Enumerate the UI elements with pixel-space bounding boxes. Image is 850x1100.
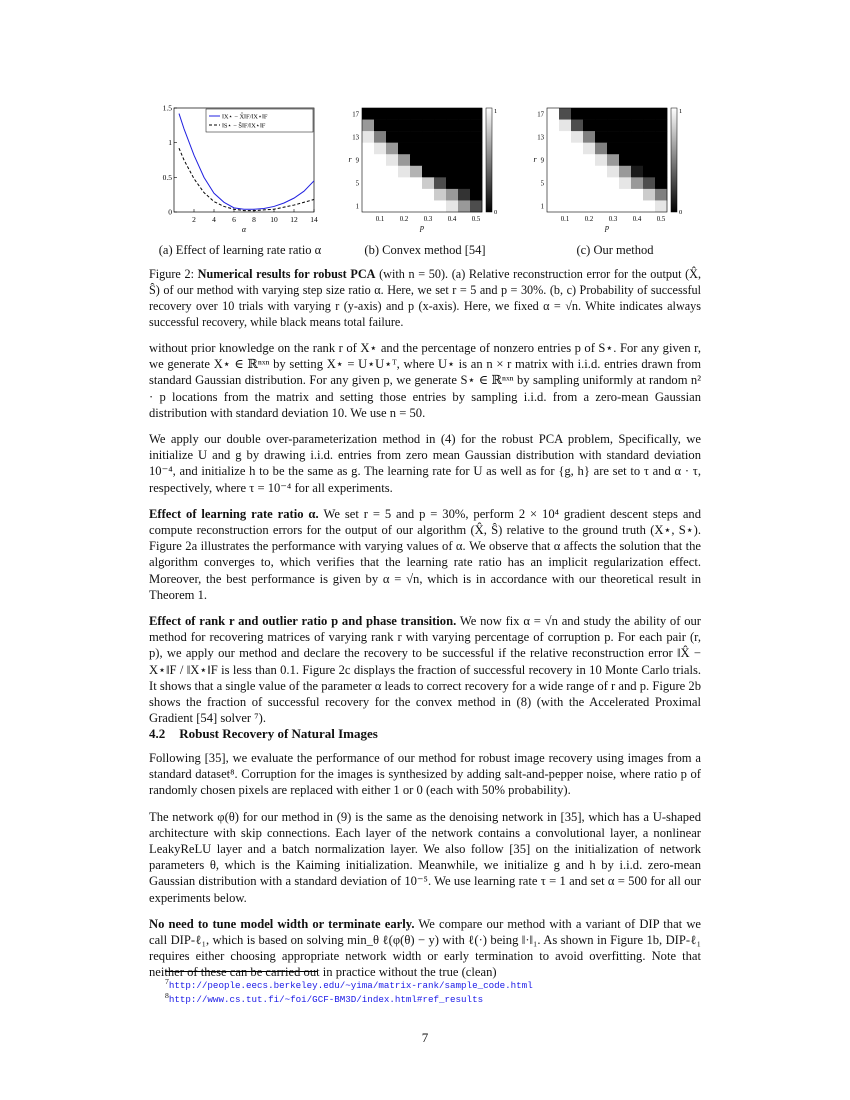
- y-tick-label: 9: [355, 157, 359, 165]
- chart-b: [330, 102, 510, 242]
- heatmap-cell: [434, 120, 446, 132]
- heatmap-cell: [386, 154, 398, 166]
- heatmap-cell: [547, 177, 559, 189]
- heatmap-cell: [607, 131, 619, 143]
- heatmap-cell: [607, 177, 619, 189]
- heatmap-cell: [607, 200, 619, 212]
- body-text-upper: [149, 340, 701, 736]
- y-tick-label: 0: [168, 207, 172, 217]
- heatmap-cell: [631, 108, 643, 120]
- heatmap-cell: [631, 120, 643, 132]
- x-tick-label: 0.3: [423, 216, 433, 223]
- heatmap-cell: [571, 177, 583, 189]
- heatmap-cell: [547, 154, 559, 166]
- subcaption-c: (c) Our method: [576, 243, 654, 257]
- x-tick-label: 0.1: [560, 216, 570, 223]
- heatmap-cell: [607, 143, 619, 155]
- heatmap-cell: [434, 166, 446, 178]
- y-tick-label: 17: [352, 111, 359, 119]
- heatmap-cell: [559, 108, 571, 120]
- paragraph-5: Following [35], we evaluate the performance of our method for robust image recovery using images from a standard dataset⁸. Corruption for the images is synthesized by adding salt-and-pepper noise, where ratio p of randomly chosen pixels are replaced with either 1 or 0 (each with 50% probability).: [149, 751, 701, 798]
- y-tick-label: 1: [168, 138, 172, 148]
- heatmap-cell: [398, 143, 410, 155]
- heatmap-cell: [374, 177, 386, 189]
- heatmap-cell: [362, 166, 374, 178]
- paragraph-4-heading: Effect of rank r and outlier ratio p and phase transition.: [149, 614, 457, 629]
- heatmap-cell: [643, 189, 655, 201]
- heatmap-cell: [470, 143, 482, 155]
- heatmap-cell: [619, 143, 631, 155]
- heatmap-cell: [583, 166, 595, 178]
- x-axis-label: p: [420, 223, 424, 232]
- heatmap-cell: [362, 143, 374, 155]
- heatmap-cell: [643, 166, 655, 178]
- heatmap-cell: [446, 177, 458, 189]
- heatmap-cell: [446, 200, 458, 212]
- heatmap-cell: [655, 131, 667, 143]
- heatmap-cell: [607, 120, 619, 132]
- heatmap-cell: [374, 189, 386, 201]
- paragraph-4-text: We now fix α = √n and study the ability of our method for recovering matrices of varying rank r with varying percentage of corruption p. For each pair (r, p), we apply our method and declare the recovery to be successful if the relative reconstruction error ‖X̂ − X⋆‖F / ‖X⋆‖F is less than 0.1. Figure 2c displays the fraction of successful recovery in 10 Monte Carlo trials. It shows that a single value of the parameter α leads to correct recovery for a wide range of r and p. Figure 2b shows the fraction of successful recovery for the convex method in (8) (with the Accelerated Proximal Gradient [54] solver ⁷).: [149, 614, 702, 726]
- section-heading: [149, 726, 378, 742]
- y-tick-label: 9: [540, 157, 544, 165]
- x-tick-label: 0.4: [447, 216, 457, 223]
- heatmap-cell: [458, 131, 470, 143]
- page-number: 7: [421, 1030, 429, 1045]
- heatmap-cell: [547, 166, 559, 178]
- heatmap-cell: [595, 120, 607, 132]
- heatmap-cell: [422, 200, 434, 212]
- paragraph-4: [149, 613, 701, 726]
- legend-label-1: ‖X⋆ − X̂‖F/‖X⋆‖F: [222, 113, 268, 121]
- heatmap-cell: [446, 166, 458, 178]
- heatmap-cell: [655, 200, 667, 212]
- heatmap-cell: [398, 200, 410, 212]
- x-tick-label: 8: [252, 215, 256, 224]
- heatmap-cell: [655, 177, 667, 189]
- heatmap-cell: [631, 177, 643, 189]
- y-axis-label: r: [348, 155, 352, 164]
- heatmap-cell: [643, 131, 655, 143]
- heatmap-cell: [559, 131, 571, 143]
- chart-c: [515, 102, 695, 242]
- y-tick-label: 5: [355, 180, 359, 188]
- heatmap-cell: [631, 143, 643, 155]
- series-line-2: [179, 148, 314, 210]
- heatmap-cell: [362, 189, 374, 201]
- heatmap-cell: [643, 108, 655, 120]
- heatmap-cell: [547, 131, 559, 143]
- heatmap-cell: [410, 154, 422, 166]
- heatmap-cell: [410, 166, 422, 178]
- heatmap-cell: [559, 154, 571, 166]
- heatmap-cell: [559, 143, 571, 155]
- heatmap-cell: [374, 120, 386, 132]
- x-tick-label: 0.5: [471, 216, 481, 223]
- section-number: 4.2: [149, 726, 166, 741]
- caption-title: Numerical results for robust PCA: [197, 267, 376, 281]
- figure-caption: [149, 266, 701, 330]
- heatmap-cell: [547, 120, 559, 132]
- footnote-7[interactable]: [165, 977, 533, 991]
- y-tick-label: 13: [352, 134, 359, 142]
- x-tick-label: 0.1: [375, 216, 385, 223]
- x-tick-label: 10: [270, 215, 278, 224]
- heatmap-cell: [470, 108, 482, 120]
- heatmap-cell: [446, 120, 458, 132]
- heatmap-cell: [458, 108, 470, 120]
- heatmap-cell: [607, 189, 619, 201]
- heatmap-cell: [362, 200, 374, 212]
- x-axis-label: p: [605, 223, 609, 232]
- heatmap-cell: [410, 143, 422, 155]
- heatmap-cell: [559, 177, 571, 189]
- heatmap-cell: [374, 131, 386, 143]
- y-tick-label: 1.5: [162, 103, 172, 113]
- heatmap-cell: [583, 200, 595, 212]
- heatmap-cell: [410, 120, 422, 132]
- heatmap-cell: [386, 131, 398, 143]
- heatmap-cell: [583, 177, 595, 189]
- paragraph-6: The network φ(θ) for our method in (9) is the same as the denoising network in [35], which has a U-shaped architecture with skip connections. Each layer of the network contains a convolutional layer, a nonlinear LeakyReLU layer and a batch normalization layer. We also follow [35] on the initialization of network parameters θ, which is the Kaiming initialization. Meanwhile, we initialize g and h by i.i.d. zero-mean Gaussian distribution with a standard deviation of 10⁻⁵. We use learning rate τ = 1 and set α = 500 for all our experiments below.: [149, 809, 701, 905]
- footnote-7-mark: 7: [165, 977, 169, 986]
- heatmap-cell: [446, 108, 458, 120]
- heatmap-cell: [398, 120, 410, 132]
- heatmap-cell: [410, 108, 422, 120]
- heatmap-cell: [571, 189, 583, 201]
- heatmap-cell: [571, 154, 583, 166]
- footnote-8-url[interactable]: http://www.cs.tut.fi/~foi/GCF-BM3D/index.html#ref_results: [168, 994, 484, 1006]
- heatmap-cell: [386, 166, 398, 178]
- heatmap-cell: [571, 166, 583, 178]
- y-axis-label: r: [533, 155, 537, 164]
- heatmap-cell: [655, 120, 667, 132]
- paragraph-3: [149, 506, 701, 603]
- heatmap-cell: [386, 108, 398, 120]
- heatmap-cell: [410, 189, 422, 201]
- heatmap-cell: [458, 154, 470, 166]
- heatmap-cell: [434, 143, 446, 155]
- heatmap-cell: [422, 120, 434, 132]
- chart-a: [160, 102, 330, 242]
- heatmap-cell: [631, 189, 643, 201]
- heatmap-cell: [446, 131, 458, 143]
- heatmap-cell: [362, 131, 374, 143]
- heatmap-cell: [619, 166, 631, 178]
- y-tick-label: 1: [355, 203, 359, 211]
- colorbar: [486, 108, 492, 212]
- heatmap-cell: [571, 108, 583, 120]
- footnote-8-mark: 8: [165, 991, 169, 1000]
- heatmap-cell: [422, 166, 434, 178]
- subcaption-a: (a) Effect of learning rate ratio α: [158, 243, 322, 257]
- heatmap-cell: [655, 154, 667, 166]
- heatmap-cell: [422, 143, 434, 155]
- heatmap-cell: [607, 166, 619, 178]
- x-tick-label: 0.2: [584, 216, 594, 223]
- colorbar: [671, 108, 677, 212]
- paragraph-1: without prior knowledge on the rank r of X⋆ and the percentage of nonzero entries p of S⋆. For any given r, we generate X⋆ ∈ ℝⁿˣⁿ by setting X⋆ = U⋆U⋆ᵀ, where U⋆ is an n × r matrix with i.i.d. entries drawn from standard Gaussian distribution. For any given p, we generate S⋆ ∈ ℝⁿˣⁿ by sampling uniformly at random n² · p locations from the matrix and setting those entries by sampling i.i.d. from a zero-mean Gaussian distribution with standard deviation 10. We use n = 50.: [149, 341, 701, 420]
- heatmap-cell: [434, 131, 446, 143]
- heatmap-cell: [470, 131, 482, 143]
- heatmap-cell: [398, 131, 410, 143]
- colorbar-tick-label: 0: [494, 209, 498, 216]
- heatmap-cell: [422, 108, 434, 120]
- heatmap-cell: [655, 143, 667, 155]
- caption-rest: (with n = 50). (a) Relative reconstruction error for the output (X̂, Ŝ) of our method with varying step size ratio α. Here, we set r = 5 and p = 30%. (b, c) Probability of successful recovery over 10 trials with varying r (y-axis) and p (x-axis). Here, we fixed α = √n. White indicates always successful recovery, while black means total failure.: [149, 267, 702, 329]
- heatmap-cell: [446, 143, 458, 155]
- heatmap-cell: [559, 200, 571, 212]
- heatmap-cell: [362, 108, 374, 120]
- legend-label-2: ‖S⋆ − Ŝ‖F/‖X⋆‖F: [222, 122, 266, 130]
- y-tick-label: 13: [537, 134, 544, 142]
- heatmap-cell: [410, 200, 422, 212]
- heatmap-cell: [398, 166, 410, 178]
- heatmap-cell: [571, 131, 583, 143]
- heatmap-cell: [398, 108, 410, 120]
- heatmap-cell: [458, 189, 470, 201]
- heatmap-cell: [458, 143, 470, 155]
- heatmap-cell: [422, 131, 434, 143]
- heatmap-cell: [458, 177, 470, 189]
- heatmap-cell: [398, 154, 410, 166]
- heatmap-cell: [619, 177, 631, 189]
- heatmap-cell: [583, 131, 595, 143]
- y-tick-label: 0.5: [162, 172, 172, 182]
- heatmap-cell: [619, 131, 631, 143]
- paragraph-3-heading: Effect of learning rate ratio α.: [149, 506, 319, 521]
- heatmap-cell: [595, 189, 607, 201]
- heatmap-cell: [631, 200, 643, 212]
- x-tick-label: 0.5: [656, 216, 666, 223]
- heatmap-cell: [386, 200, 398, 212]
- subcaption-b: (b) Convex method [54]: [364, 243, 486, 257]
- heatmap-cell: [559, 120, 571, 132]
- heatmap-cell: [655, 189, 667, 201]
- heatmap-cell: [398, 189, 410, 201]
- heatmap-cell: [422, 189, 434, 201]
- footnote-8[interactable]: [165, 991, 483, 1005]
- heatmap-cell: [643, 200, 655, 212]
- heatmap-cell: [374, 143, 386, 155]
- heatmap-cell: [374, 108, 386, 120]
- heatmap-cell: [422, 154, 434, 166]
- heatmap-cell: [386, 120, 398, 132]
- heatmap-cell: [619, 189, 631, 201]
- heatmap-cell: [422, 177, 434, 189]
- heatmap-cell: [386, 177, 398, 189]
- heatmap-cell: [374, 154, 386, 166]
- x-axis-label: α: [241, 225, 247, 234]
- heatmap-cell: [362, 120, 374, 132]
- colorbar-tick-label: 0: [679, 209, 683, 216]
- heatmap-cell: [386, 143, 398, 155]
- heatmap-cell: [434, 154, 446, 166]
- heatmap-cell: [643, 120, 655, 132]
- footnote-7-url[interactable]: http://people.eecs.berkeley.edu/~yima/matrix-rank/sample_code.html: [168, 980, 533, 992]
- paragraph-2: We apply our double over-parameterization method in (4) for the robust PCA problem, Specifically, we initialize U and g by drawing i.i.d. entries from zero mean Gaussian distribution with standard deviation 10⁻⁴, and initialize h to be the same as g. The learning rate for U as well as for {g, h} are set to τ and α · τ, respectively, where τ = 10⁻⁴ for all experiments.: [149, 432, 701, 495]
- heatmap-cell: [655, 108, 667, 120]
- x-tick-label: 6: [232, 215, 236, 224]
- heatmap-cell: [595, 200, 607, 212]
- heatmap-cell: [595, 143, 607, 155]
- heatmap-cell: [470, 177, 482, 189]
- paragraph-7-heading: No need to tune model width or terminate early.: [149, 916, 415, 931]
- paragraph-7-text: We compare our method with a variant of DIP that we call DIP-ℓ₁, which is based on solving min_θ ℓ(φ(θ) − y) with ℓ(·) being ‖·‖₁. As shown in Figure 1b, DIP-ℓ₁ requires either choosing appropriate network width or early termination to avoid overfitting. Note that neither of these can be carried out in practice without the true (clean): [149, 916, 702, 980]
- heatmap-cell: [619, 120, 631, 132]
- heatmap-cell: [619, 154, 631, 166]
- heatmap-cell: [583, 154, 595, 166]
- heatmap-cell: [434, 189, 446, 201]
- heatmap-cell: [583, 143, 595, 155]
- heatmap-cell: [470, 166, 482, 178]
- heatmap-cell: [583, 120, 595, 132]
- x-tick-label: 4: [212, 215, 216, 224]
- paragraph-3-text: We set r = 5 and p = 30%, perform 2 × 10⁴ gradient descent steps and compute reconstruction errors for the output of our algorithm (X̂, Ŝ) relative to the ground truth (X⋆, S⋆). Figure 2a illustrates the performance with varying values of α. We observe that α affects the solution that the algorithm converges to, which verifies that the learning rate ratio has an implicit regularization effect. Moreover, the best performance is given by α = √n, which is in accordance with our theoretical result in Theorem 1.: [149, 506, 701, 602]
- heatmap-cell: [386, 189, 398, 201]
- heatmap-cell: [547, 189, 559, 201]
- heatmap-cell: [631, 131, 643, 143]
- heatmap-cell: [571, 120, 583, 132]
- heatmap-cell: [410, 177, 422, 189]
- heatmap-cell: [458, 120, 470, 132]
- heatmap-cell: [619, 108, 631, 120]
- heatmap-cell: [470, 154, 482, 166]
- heatmap-cell: [547, 200, 559, 212]
- heatmap-cell: [607, 154, 619, 166]
- caption-label: Figure 2:: [149, 267, 194, 281]
- x-tick-label: 14: [310, 215, 318, 224]
- body-text-lower: [149, 750, 701, 991]
- y-tick-label: 5: [540, 180, 544, 188]
- colorbar-tick-label: 1: [679, 108, 683, 115]
- heatmap-cell: [571, 200, 583, 212]
- heatmap-cell: [458, 166, 470, 178]
- heatmap-cell: [643, 154, 655, 166]
- footnote-rule: [165, 971, 317, 972]
- x-tick-label: 12: [290, 215, 298, 224]
- heatmap-cell: [362, 154, 374, 166]
- x-tick-label: 0.3: [608, 216, 618, 223]
- heatmap-cell: [410, 131, 422, 143]
- heatmap-cell: [583, 189, 595, 201]
- x-tick-label: 2: [192, 215, 196, 224]
- heatmap-cell: [559, 189, 571, 201]
- heatmap-cell: [446, 189, 458, 201]
- heatmap-cell: [643, 177, 655, 189]
- heatmap-cell: [595, 154, 607, 166]
- heatmap-cell: [374, 166, 386, 178]
- heatmap-cell: [607, 108, 619, 120]
- heatmap-cell: [446, 154, 458, 166]
- heatmap-cell: [631, 154, 643, 166]
- heatmap-cell: [595, 166, 607, 178]
- heatmap-cell: [559, 166, 571, 178]
- x-tick-label: 0.2: [399, 216, 409, 223]
- heatmap-cell: [398, 177, 410, 189]
- heatmap-cell: [631, 166, 643, 178]
- colorbar-tick-label: 1: [494, 108, 498, 115]
- heatmap-cell: [374, 200, 386, 212]
- heatmap-cell: [571, 143, 583, 155]
- heatmap-cell: [619, 200, 631, 212]
- heatmap-cell: [655, 166, 667, 178]
- heatmap-cell: [643, 143, 655, 155]
- heatmap-cell: [470, 120, 482, 132]
- heatmap-cell: [595, 177, 607, 189]
- heatmap-cell: [583, 108, 595, 120]
- heatmap-cell: [595, 131, 607, 143]
- heatmap-cell: [458, 200, 470, 212]
- section-title: Robust Recovery of Natural Images: [179, 726, 378, 741]
- x-tick-label: 0.4: [632, 216, 642, 223]
- heatmap-cell: [470, 200, 482, 212]
- heatmap-cell: [434, 177, 446, 189]
- heatmap-cell: [434, 200, 446, 212]
- y-tick-label: 17: [537, 111, 544, 119]
- heatmap-cell: [547, 108, 559, 120]
- heatmap-cell: [595, 108, 607, 120]
- heatmap-cell: [547, 143, 559, 155]
- heatmap-cell: [434, 108, 446, 120]
- heatmap-cell: [362, 177, 374, 189]
- y-tick-label: 1: [540, 203, 544, 211]
- heatmap-cell: [470, 189, 482, 201]
